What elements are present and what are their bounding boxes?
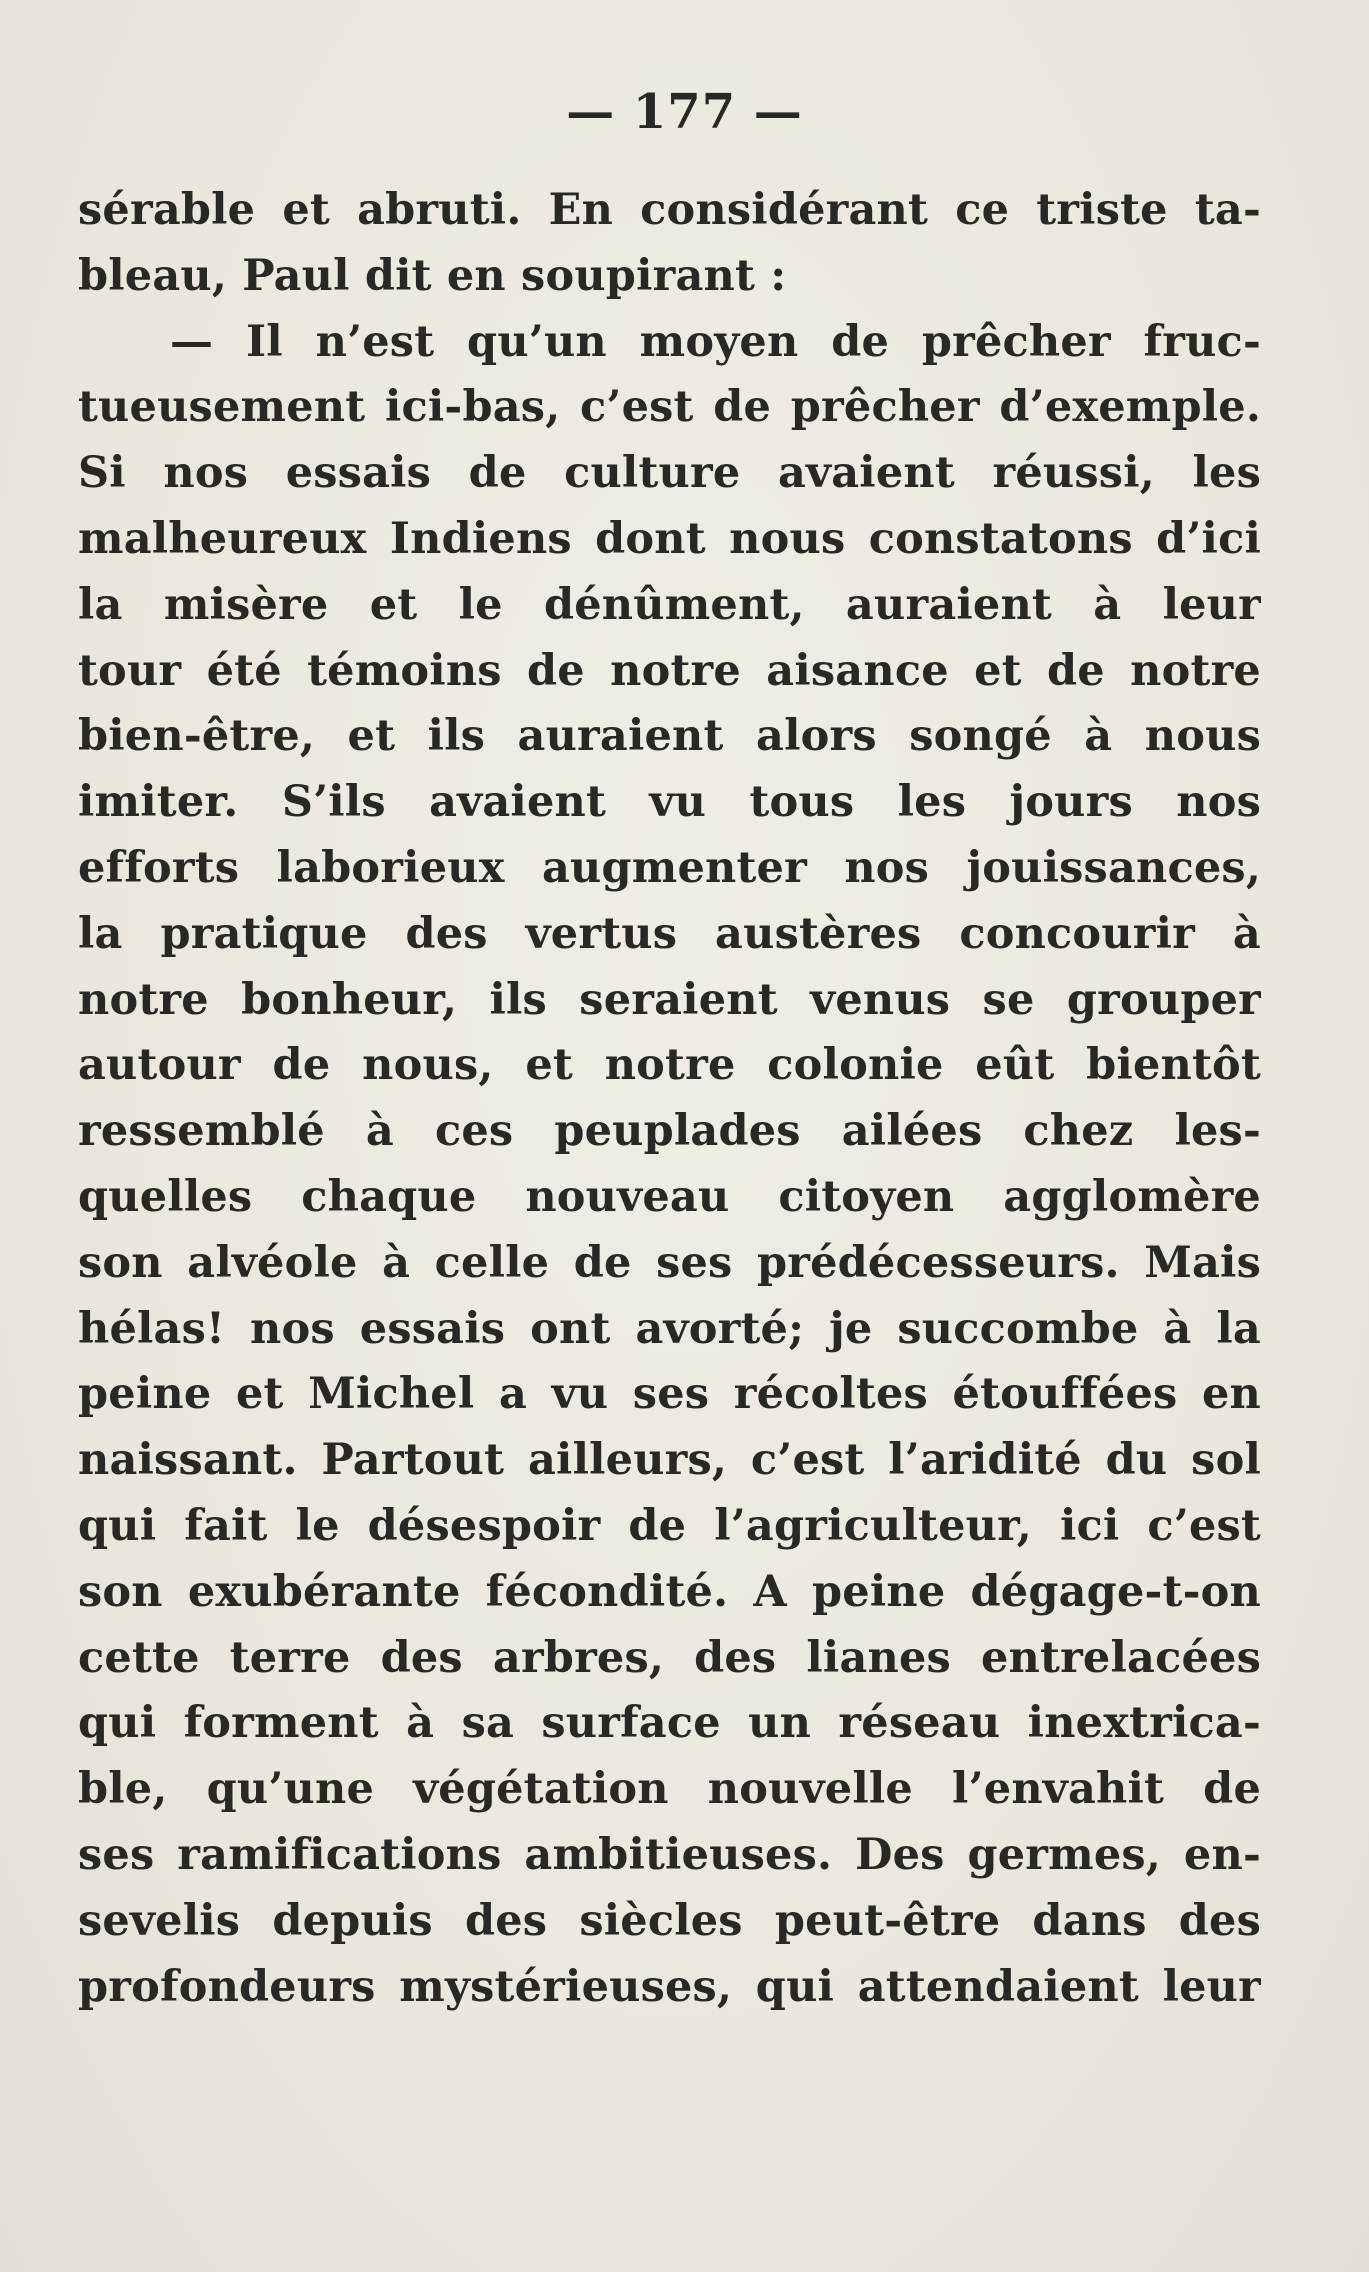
text-line: cette terre des arbres, des lianes entrelacées	[78, 1632, 1261, 1683]
text-line: sevelis depuis des siècles peut-être dans des	[78, 1895, 1261, 1946]
text-line: tueusement ici-bas, c’est de prêcher d’exemple.	[78, 382, 1261, 433]
text-line: qui forment à sa surface un réseau inextrica-	[78, 1698, 1261, 1749]
text-line: hélas! nos essais ont avorté; je succombe à la	[78, 1303, 1261, 1354]
text-line: naissant. Partout ailleurs, c’est l’aridité du sol	[78, 1435, 1261, 1486]
text-line: efforts laborieux augmenter nos jouissances,	[78, 842, 1261, 893]
text-line: quelles chaque nouveau citoyen agglomère	[78, 1171, 1261, 1222]
text-line: — Il n’est qu’un moyen de prêcher fruc-	[170, 316, 1261, 367]
page-number: — 177 —	[566, 84, 803, 140]
text-line: qui fait le désespoir de l’agriculteur, ici c’est	[78, 1500, 1261, 1551]
text-line: imiter. S’ils avaient vu tous les jours nos	[78, 777, 1261, 828]
text-line: son exubérante fécondité. A peine dégage-t-on	[78, 1566, 1261, 1617]
text-line: sérable et abruti. En considérant ce triste ta-	[78, 185, 1261, 235]
text-line: ressemblé à ces peuplades ailées chez les-	[78, 1106, 1261, 1157]
text-line: peine et Michel a vu ses récoltes étouffées en	[78, 1369, 1261, 1420]
text-line: tour été témoins de notre aisance et de notre	[78, 645, 1261, 696]
text-line: autour de nous, et notre colonie eût bientôt	[78, 1040, 1261, 1091]
text-line: bien-être, et ils auraient alors songé à nous	[78, 711, 1261, 762]
text-line: malheureux Indiens dont nous constatons d’ici	[78, 513, 1261, 564]
text-line: la misère et le dénûment, auraient à leur	[78, 579, 1261, 630]
text-line: son alvéole à celle de ses prédécesseurs. Mais	[78, 1237, 1261, 1288]
text-line: bleau, Paul dit en soupirant :	[78, 250, 787, 301]
text-line: la pratique des vertus austères concourir à	[78, 908, 1261, 959]
text-line: profondeurs mystérieuses, qui attendaient leur	[78, 1961, 1261, 2012]
text-line: ble, qu’une végétation nouvelle l’envahit de	[78, 1764, 1261, 1815]
body-text	[78, 178, 1261, 2020]
text-line: Si nos essais de culture avaient réussi, les	[78, 448, 1261, 499]
text-line: ses ramifications ambitieuses. Des germes, en-	[78, 1829, 1261, 1880]
text-line: notre bonheur, ils seraient venus se grouper	[78, 974, 1261, 1025]
